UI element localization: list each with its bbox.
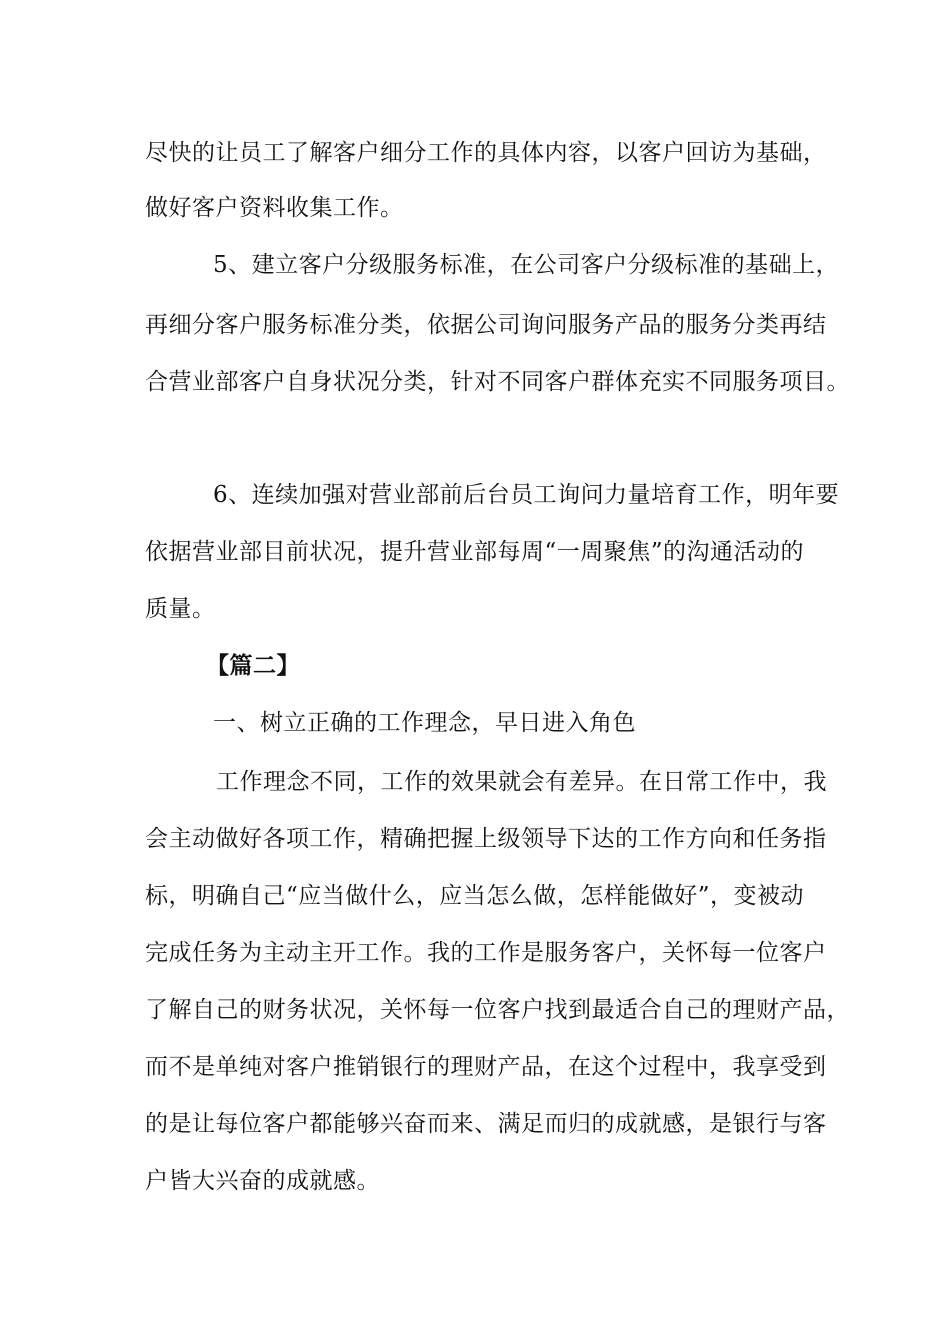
paragraph-line: 合营业部客户自身状况分类，针对不同客户群体充实不同服务项目。 (145, 369, 850, 395)
paragraph-line: 完成任务为主动主开工作。我的工作是服务客户，关怀每一位客户 (145, 940, 827, 966)
paragraph-line: 再细分客户服务标准分类，依据公司询问服务产品的服务分类再结 (145, 312, 827, 338)
paragraph-line: 会主动做好各项工作，精确把握上级领导下达的工作方向和任务指 (145, 826, 827, 852)
paragraph-line: 而不是单纯对客户推销银行的理财产品，在这个过程中，我享受到 (145, 1054, 827, 1080)
paragraph-line: 5、建立客户分级服务标准，在公司客户分级标准的基础上， (213, 252, 840, 278)
paragraph-line: 尽快的让员工了解客户细分工作的具体内容，以客户回访为基础， (145, 140, 827, 166)
paragraph-line: 户皆大兴奋的成就感。 (145, 1168, 380, 1194)
paragraph-line: 了解自己的财务状况，关怀每一位客户找到最适合自己的理财产品， (145, 997, 850, 1023)
paragraph-line: 工作理念不同，工作的效果就会有差异。在日常工作中，我 (216, 769, 827, 795)
paragraph-line: 依据营业部目前状况，提升营业部每周“一周聚焦”的沟通活动的 (145, 539, 805, 565)
paragraph-line: 质量。 (145, 596, 216, 622)
paragraph-line: 6、连续加强对营业部前后台员工询问力量培育工作，明年要 (213, 482, 840, 508)
paragraph-line: 做好客户资料收集工作。 (145, 195, 404, 221)
paragraph-line: 的是让每位客户都能够兴奋而来、满足而归的成就感，是银行与客 (145, 1111, 827, 1137)
subheading: 一、树立正确的工作理念，早日进入角色 (213, 710, 636, 736)
paragraph-line: 标，明确自己“应当做什么，应当怎么做，怎样能做好”，变被动 (145, 883, 805, 909)
section-heading: 【篇二】 (206, 652, 300, 679)
